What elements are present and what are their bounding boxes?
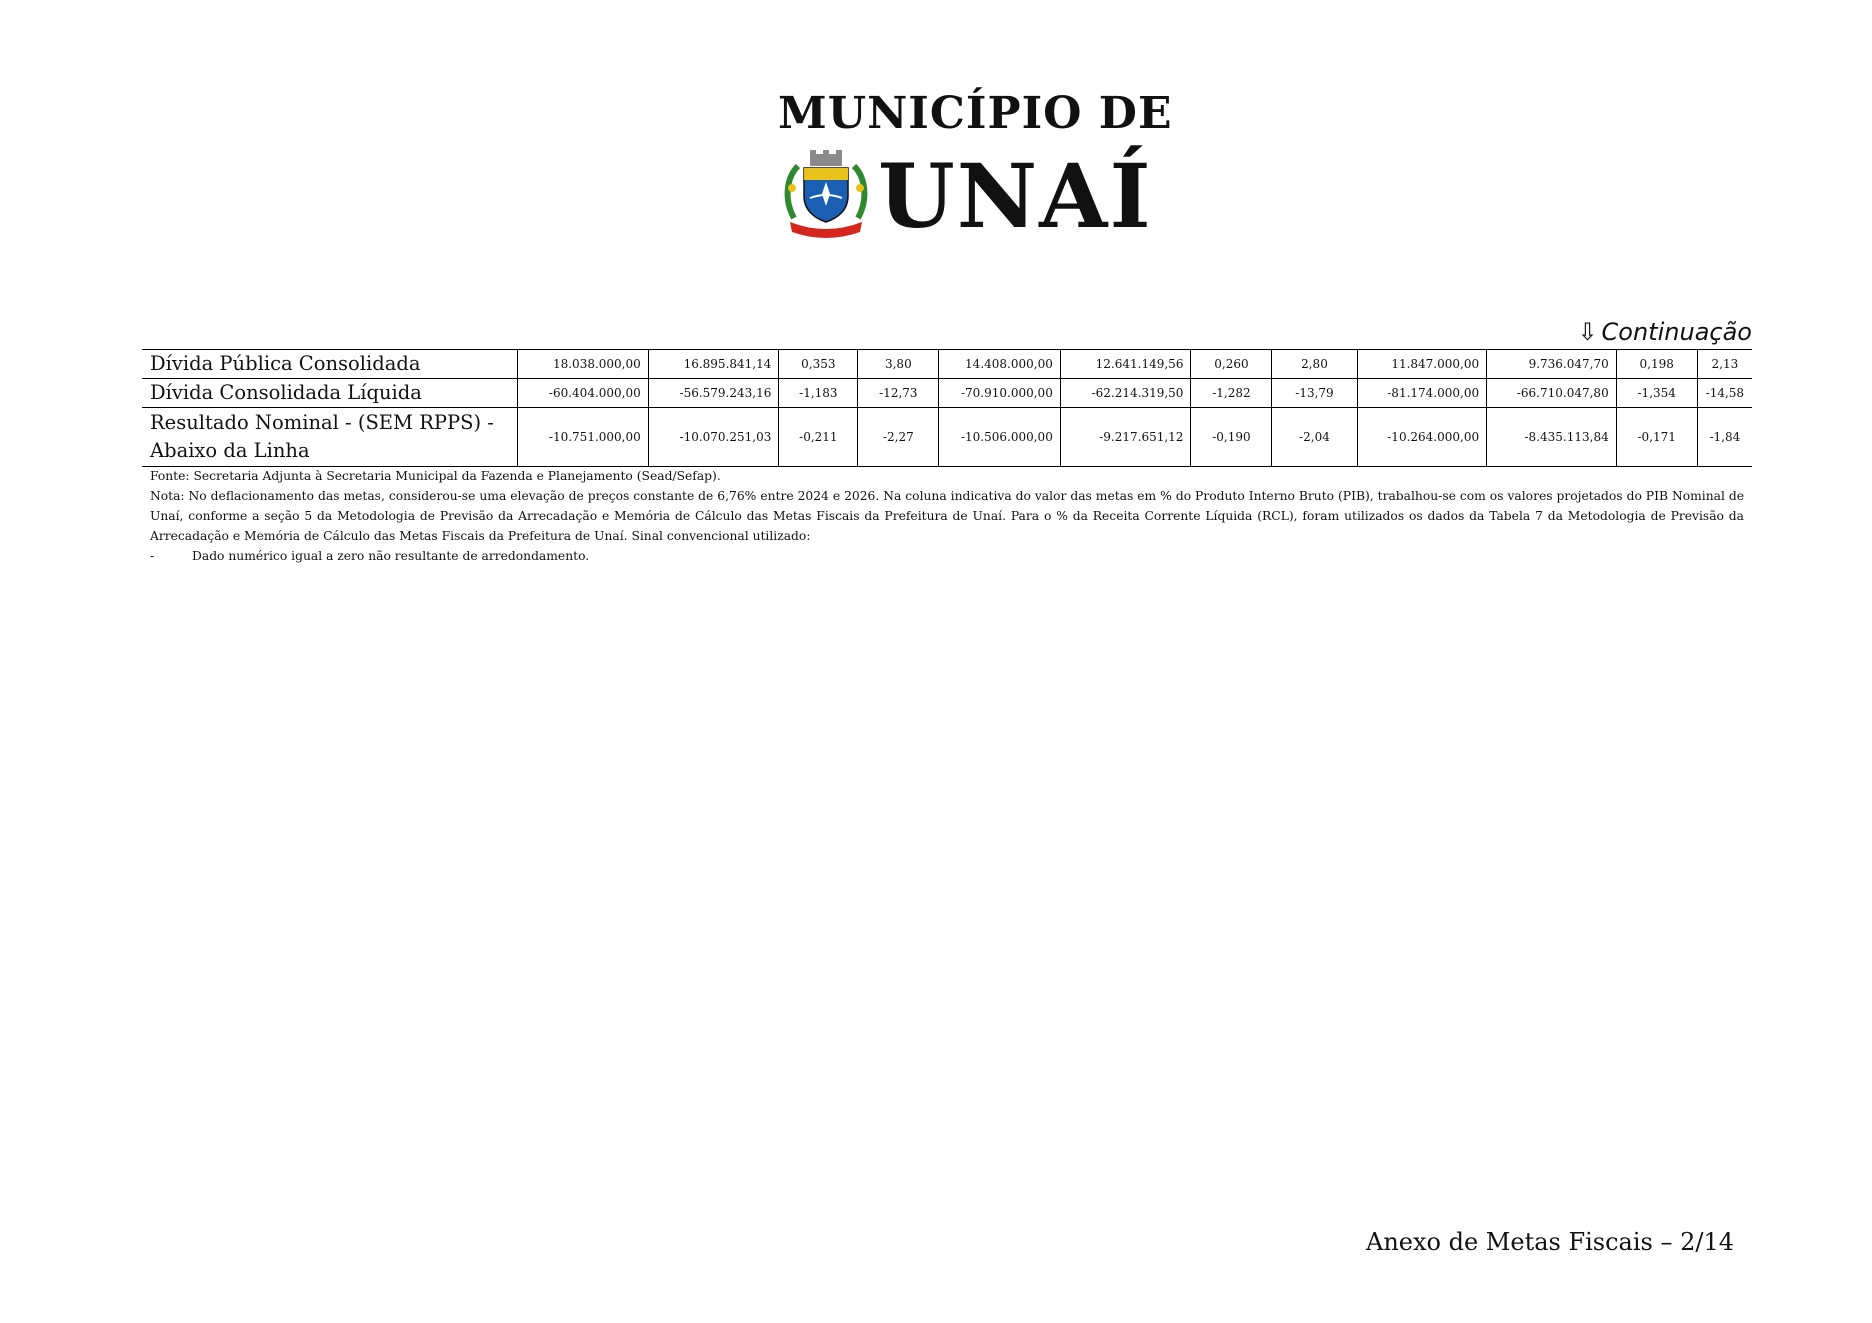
legend-symbol: - [150, 549, 155, 563]
fiscal-goals-table [142, 349, 1752, 467]
table-cell: 9.736.047,70 [1487, 350, 1617, 379]
table-cell: 12.641.149,56 [1060, 350, 1191, 379]
table-cell: -1,183 [779, 379, 858, 408]
table-cell: 3,80 [858, 350, 939, 379]
row-label: Resultado Nominal - (SEM RPPS) - Abaixo da Linha [150, 411, 494, 462]
table-cell: -14,58 [1697, 379, 1752, 408]
table-cell: -60.404.000,00 [518, 379, 649, 408]
table-cell: -2,27 [858, 408, 939, 467]
table-cell: 0,198 [1616, 350, 1697, 379]
table-row [142, 350, 1752, 379]
continuation-label: Continuação [1601, 318, 1752, 346]
table-cell: -66.710.047,80 [1487, 379, 1617, 408]
table-cell: -0,171 [1616, 408, 1697, 467]
table-cell: -10.070.251,03 [648, 408, 779, 467]
table-notes [150, 466, 1744, 566]
table-cell: 18.038.000,00 [518, 350, 649, 379]
table-cell: -1,354 [1616, 379, 1697, 408]
table-cell: 2,13 [1697, 350, 1752, 379]
row-label: Dívida Pública Consolidada [150, 352, 421, 375]
table-row [142, 408, 1752, 467]
table-cell: -9.217.651,12 [1060, 408, 1191, 467]
methodology-note: Nota: No deflacionamento das metas, considerou-se uma elevação de preços constante de 6,76% entre 2024 e 2026. Na coluna indicativa do valor das metas em % do Produto Interno Bruto (PIB), trabalhou-se com os valores projetados do PIB Nominal de Unaí, conforme a seção 5 da Metodologia de Previsão da Arrecadação e Memória de Cálculo das Metas Fiscais da Prefeitura de Unaí. Para o % da Receita Corrente Líquida (RCL), foram utilizados os dados da Tabela 7 da Metodologia de Previsão da Arrecadação e Memória de Cálculo das Metas Fiscais da Prefeitura de Unaí. Sinal convencional utilizado: [150, 489, 1744, 543]
table-cell: 11.847.000,00 [1357, 350, 1487, 379]
table-cell: -10.264.000,00 [1357, 408, 1487, 467]
table-cell: -56.579.243,16 [648, 379, 779, 408]
table-cell: 0,260 [1191, 350, 1272, 379]
table-cell: -2,04 [1272, 408, 1357, 467]
table-cell: 2,80 [1272, 350, 1357, 379]
table-cell: 16.895.841,14 [648, 350, 779, 379]
logo-title-line2: UNAÍ [878, 144, 1153, 248]
coat-of-arms-icon [780, 148, 872, 240]
table-cell: -10.751.000,00 [518, 408, 649, 467]
table-cell: -62.214.319,50 [1060, 379, 1191, 408]
table-cell: -8.435.113,84 [1487, 408, 1617, 467]
row-label: Dívida Consolidada Líquida [150, 381, 422, 404]
table-cell: -12,73 [858, 379, 939, 408]
continuation-marker [1577, 318, 1752, 346]
table-cell: -10.506.000,00 [939, 408, 1061, 467]
down-arrow-icon: ⇩ [1577, 318, 1598, 346]
table-row [142, 379, 1752, 408]
table-cell: -1,84 [1697, 408, 1752, 467]
table-cell: -13,79 [1272, 379, 1357, 408]
table-cell: -81.174.000,00 [1357, 379, 1487, 408]
table-cell: -1,282 [1191, 379, 1272, 408]
legend-row [150, 546, 1744, 566]
table-cell: -70.910.000,00 [939, 379, 1061, 408]
table-cell: 0,353 [779, 350, 858, 379]
page-footer: Anexo de Metas Fiscais – 2/14 [1365, 1228, 1734, 1256]
table-cell: -0,211 [779, 408, 858, 467]
logo-title-line1: MUNICÍPIO DE [778, 88, 1173, 139]
table-cell: 14.408.000,00 [939, 350, 1061, 379]
source-note: Fonte: Secretaria Adjunta à Secretaria Municipal da Fazenda e Planejamento (Sead/Sefap). [150, 469, 721, 483]
legend-text: Dado numérico igual a zero não resultante de arredondamento. [192, 549, 590, 563]
table-cell: -0,190 [1191, 408, 1272, 467]
